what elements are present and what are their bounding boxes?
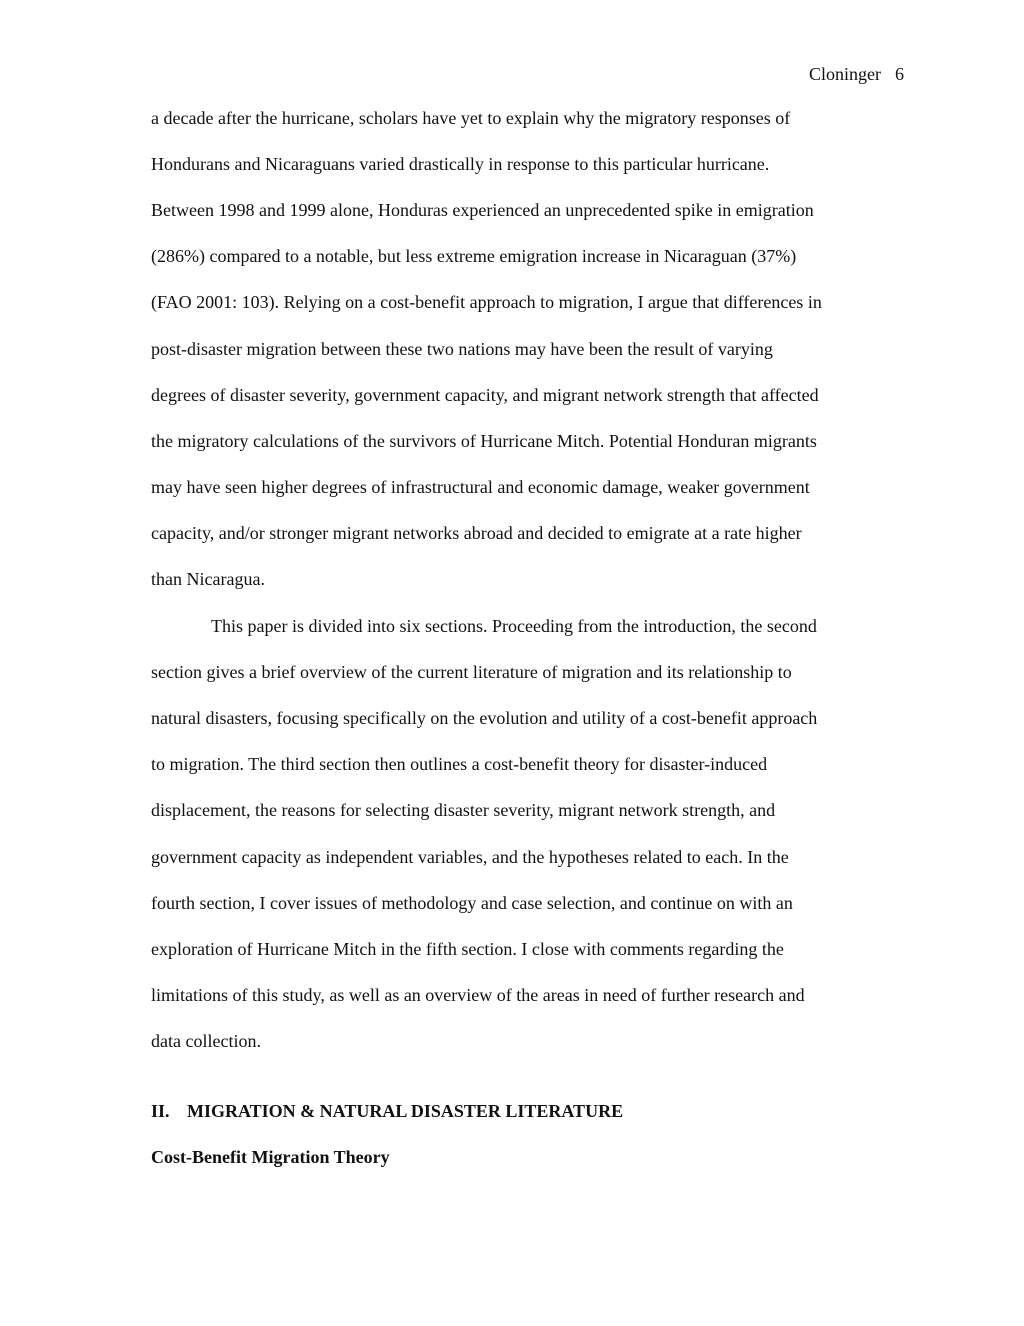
text-line: Between 1998 and 1999 alone, Honduras experienced an unprecedented spike in emigration — [151, 200, 814, 220]
text-line: limitations of this study, as well as an overview of the areas in need of further research and — [151, 985, 805, 1005]
text-line: degrees of disaster severity, government capacity, and migrant network strength that affected — [151, 385, 819, 405]
text-line: the migratory calculations of the survivors of Hurricane Mitch. Potential Honduran migrants — [151, 431, 817, 451]
text-line: post-disaster migration between these two nations may have been the result of varying — [151, 339, 773, 359]
text-line: fourth section, I cover issues of methodology and case selection, and continue on with an — [151, 893, 793, 913]
text-line: a decade after the hurricane, scholars have yet to explain why the migratory responses of — [151, 108, 791, 128]
text-line: section gives a brief overview of the current literature of migration and its relationship to — [151, 662, 792, 682]
text-line: data collection. — [151, 1031, 261, 1051]
section-heading — [151, 1099, 623, 1123]
running-head-author: Cloninger — [809, 64, 881, 84]
text-line: (FAO 2001: 103). Relying on a cost-benefit approach to migration, I argue that differences in — [151, 292, 822, 312]
text-line: (286%) compared to a notable, but less extreme emigration increase in Nicaraguan (37%) — [151, 246, 797, 266]
subsection-heading: Cost-Benefit Migration Theory — [151, 1147, 390, 1167]
section-number: II. — [151, 1101, 170, 1121]
text-line: This paper is divided into six sections. Proceeding from the introduction, the second — [211, 616, 817, 636]
text-line: displacement, the reasons for selecting disaster severity, migrant network strength, and — [151, 800, 776, 820]
text-line: Hondurans and Nicaraguans varied drastically in response to this particular hurricane. — [151, 154, 770, 174]
text-line: exploration of Hurricane Mitch in the fifth section. I close with comments regarding the — [151, 939, 784, 959]
text-line: than Nicaragua. — [151, 569, 265, 589]
text-line: to migration. The third section then outlines a cost-benefit theory for disaster-induced — [151, 754, 768, 774]
section-title: MIGRATION & NATURAL DISASTER LITERATURE — [187, 1101, 624, 1121]
text-line: government capacity as independent variables, and the hypotheses related to each. In the — [151, 847, 789, 867]
text-line: natural disasters, focusing specifically on the evolution and utility of a cost-benefit approach — [151, 708, 818, 728]
text-line: may have seen higher degrees of infrastructural and economic damage, weaker government — [151, 477, 810, 497]
page-number: 6 — [895, 64, 904, 84]
text-line: capacity, and/or stronger migrant networks abroad and decided to emigrate at a rate higher — [151, 523, 802, 543]
running-head — [809, 62, 904, 86]
